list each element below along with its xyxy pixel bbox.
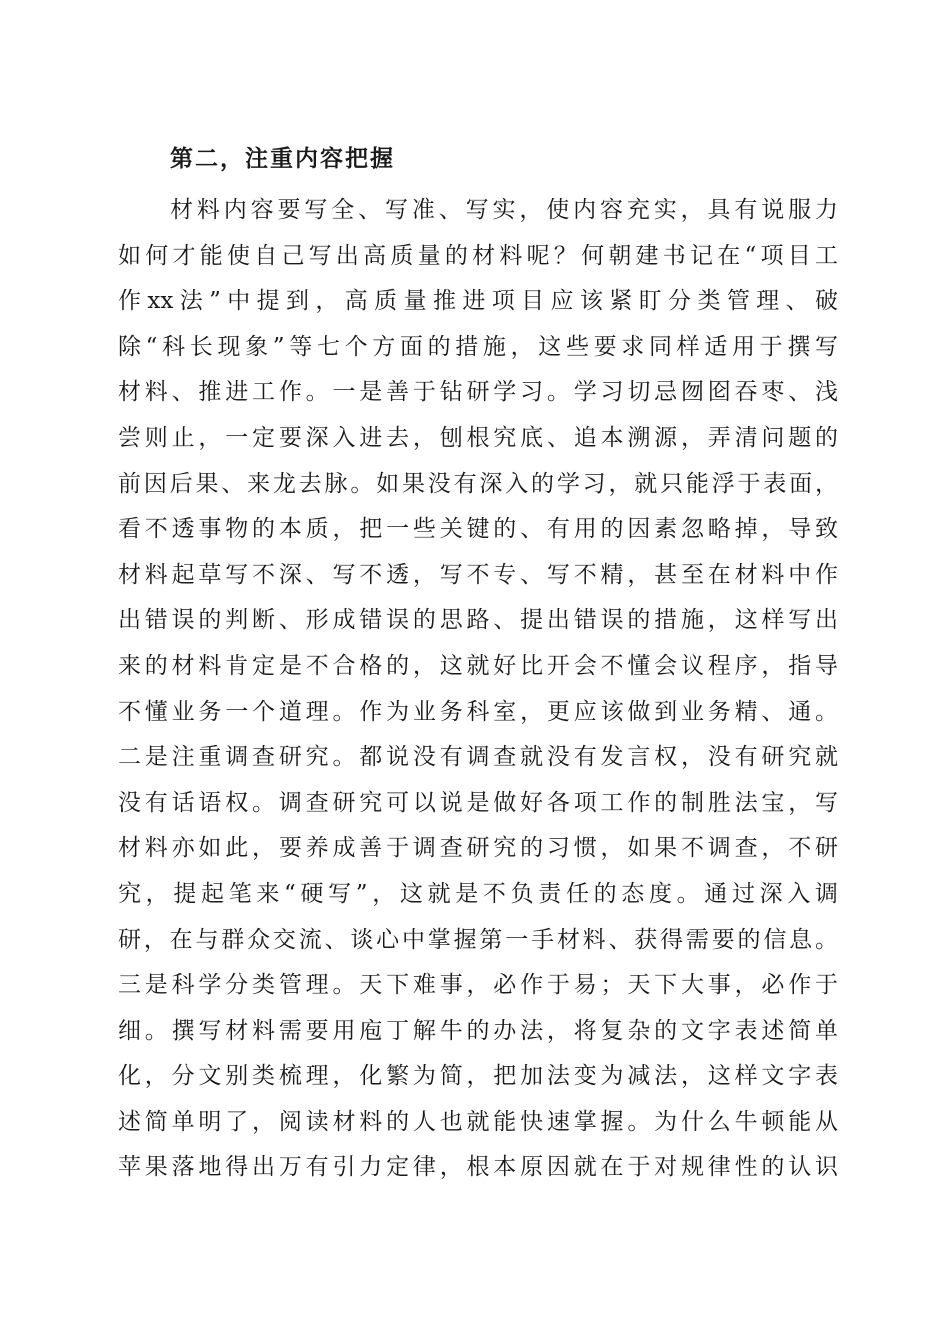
paragraph-line: 述简单明了，阅读材料的人也就能快速掌握。为什么牛顿能从 (118, 1108, 838, 1135)
paragraph-line: 材料起草写不深、写不透，写不专、写不精，甚至在材料中作 (118, 561, 838, 588)
paragraph-line: 如何才能使自己写出高质量的材料呢？何朝建书记在“项目工 (118, 242, 838, 269)
paragraph-line: 尝则止，一定要深入进去，刨根究底、追本溯源，弄清问题的 (118, 424, 838, 451)
paragraph-line: 究，提起笔来“硬写”，这就是不负责任的态度。通过深入调 (118, 880, 838, 907)
paragraph-line: 材料、推进工作。一是善于钻研学习。学习切忌囫囵吞枣、浅 (118, 379, 838, 406)
body-paragraph (118, 188, 838, 1191)
paragraph-line: 细。撰写材料需要用庖丁解牛的办法，将复杂的文字表述简单 (118, 1017, 838, 1044)
paragraph-line: 不懂业务一个道理。作为业务科室，更应该做到业务精、通。 (118, 698, 838, 725)
paragraph-line: 作xx法”中提到，高质量推进项目应该紧盯分类管理、破 (118, 288, 838, 315)
paragraph-line: 看不透事物的本质，把一些关键的、有用的因素忽略掉，导致 (118, 516, 838, 543)
paragraph-line: 苹果落地得出万有引力定律，根本原因就在于对规律性的认识 (118, 1154, 838, 1181)
paragraph-line: 没有话语权。调查研究可以说是做好各项工作的制胜法宝，写 (118, 789, 838, 816)
paragraph-line: 二是注重调查研究。都说没有调查就没有发言权，没有研究就 (118, 744, 838, 771)
paragraph-line: 三是科学分类管理。天下难事，必作于易；天下大事，必作于 (118, 972, 838, 999)
paragraph-line: 除“科长现象”等七个方面的措施，这些要求同样适用于撰写 (118, 333, 838, 360)
paragraph-line: 出错误的判断、形成错误的思路、提出错误的措施，这样写出 (118, 607, 838, 634)
paragraph-line: 化，分文别类梳理，化繁为简，把加法变为减法，这样文字表 (118, 1063, 838, 1090)
paragraph-line: 材料内容要写全、写准、写实，使内容充实，具有说服力 (170, 197, 838, 223)
paragraph-line: 来的材料肯定是不合格的，这就好比开会不懂会议程序，指导 (118, 652, 838, 679)
section-heading: 第二，注重内容把握 (170, 146, 395, 172)
paragraph-line: 前因后果、来龙去脉。如果没有深入的学习，就只能浮于表面， (118, 470, 838, 497)
paragraph-line: 研，在与群众交流、谈心中掌握第一手材料、获得需要的信息。 (118, 926, 838, 953)
paragraph-line: 材料亦如此，要养成善于调查研究的习惯，如果不调查，不研 (118, 835, 838, 862)
